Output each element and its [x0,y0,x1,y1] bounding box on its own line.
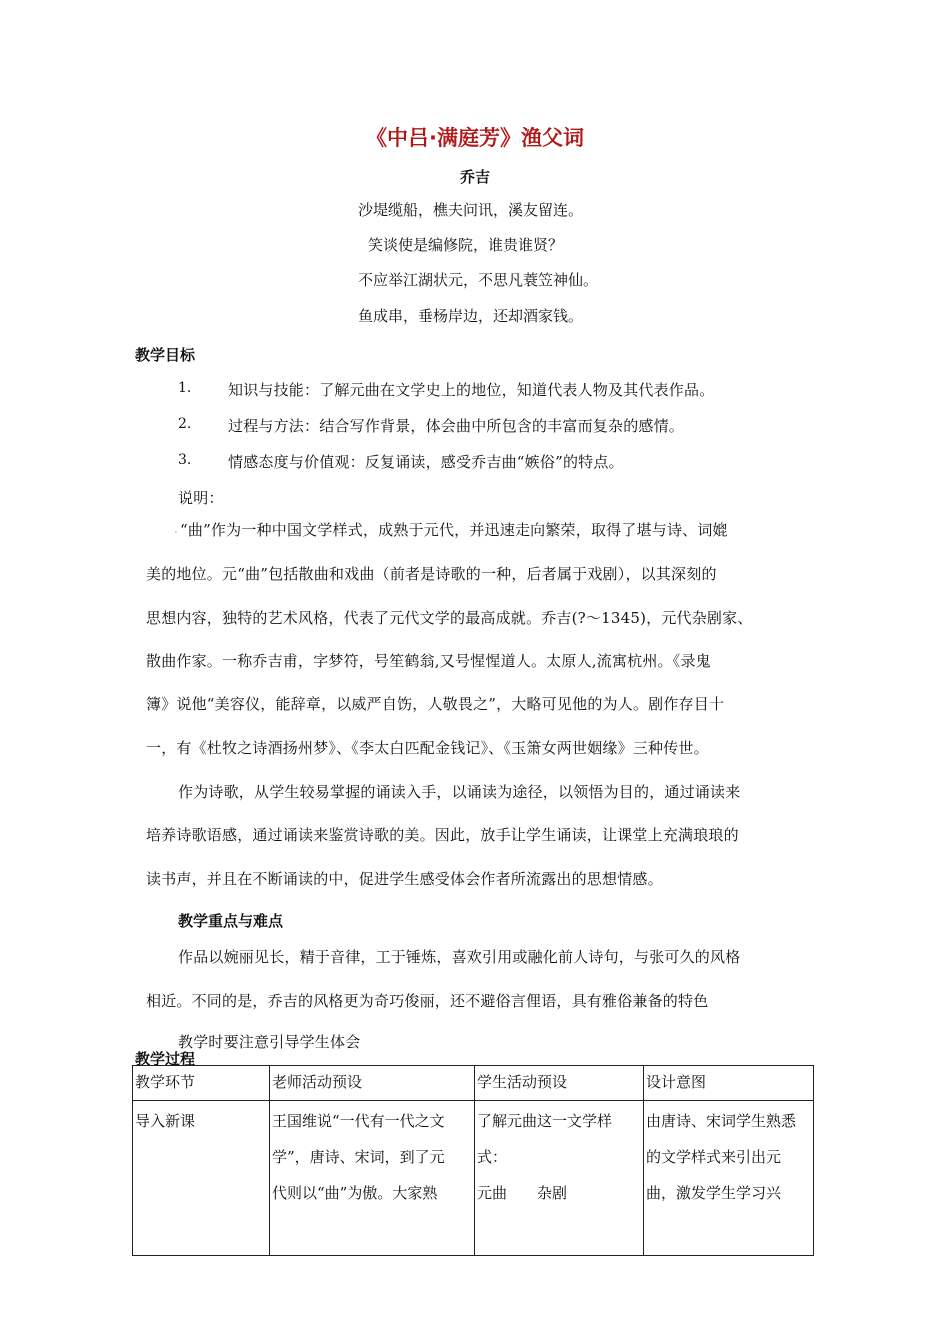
cell-intent [644,1101,814,1256]
process-heading: 教学过程 [135,1050,196,1068]
keypoints-line: 相近。不同的是，乔吉的风格更为奇巧俊丽，还不避俗言俚语，具有雅俗兼备的特色 [146,992,709,1010]
cell-teacher [270,1101,475,1256]
poem-line: 鱼成串，垂杨岸边，还却酒家钱。 [358,307,584,325]
poem-line: 不应举江湖状元，不思凡蓑笠神仙。 [358,271,599,289]
cell-text: 代则以“曲”为傲。大家熟 [272,1184,438,1202]
keypoints-note: 教学时要注意引导学生体会 [178,1033,361,1051]
keypoints-heading: 教学重点与难点 [178,912,284,930]
method-line: 培养诗歌语感，通过诵读来鉴赏诗歌的美。因此，放手让学生诵读，让课堂上充满琅琅的 [146,826,739,844]
explanation-line: 散曲作家。一称乔吉甫，字梦符，号笙鹤翁,又号惺惺道人。太原人,流寓杭州。《录鬼 [146,652,711,670]
method-line: 读书声，并且在不断诵读的中，促进学生感受体会作者所流露出的思想情感。 [146,870,663,888]
edit-mark: . [174,522,178,536]
goal-number: 2. [178,416,192,432]
poem-line: 笑谈使是编修院，谁贵谁贤？ [368,236,564,254]
cell-text: 学”，唐诗、宋词，到了元 [272,1148,445,1166]
cell-text: 元曲 杂剧 [477,1184,568,1202]
goal-text: 情感态度与价值观：反复诵读，感受乔吉曲“嫉俗”的特点。 [228,453,624,471]
method-line: 作为诗歌，从学生较易掌握的诵读入手，以诵读为途径，以领悟为目的，通过诵读来 [178,783,741,801]
goals-heading: 教学目标 [135,346,196,364]
cell-text: 的文学样式来引出元 [646,1148,782,1166]
author-name: 乔吉 [459,168,490,186]
header-teacher: 老师活动预设 [270,1066,475,1101]
header-intent: 设计意图 [644,1066,814,1101]
header-stage: 教学环节 [133,1066,270,1101]
explanation-line: 一，有《杜牧之诗酒扬州梦》、《李太白匹配金钱记》、《玉箫女两世姻缘》三种传世。 [146,739,709,757]
explanation-line: “曲”作为一种中国文学样式，成熟于元代，并迅速走向繁荣，取得了堪与诗、词媲 [180,521,728,539]
explanation-line: 美的地位。元“曲”包括散曲和戏曲（前者是诗歌的一种，后者属于戏剧），以其深刻的 [146,565,717,583]
cell-text: 由唐诗、宋词学生熟悉 [646,1112,797,1130]
table-header-row [133,1066,814,1101]
cell-text: 王国维说“一代有一代之文 [272,1112,445,1130]
cell-student [475,1101,644,1256]
cell-text: 了解元曲这一文学样 [477,1112,613,1130]
explanation-label: 说明： [178,489,224,507]
goal-number: 1. [178,380,192,396]
table-row [133,1101,814,1256]
cell-text: 导入新课 [135,1112,196,1130]
goal-number: 3. [178,452,192,468]
header-student: 学生活动预设 [475,1066,644,1101]
cell-stage [133,1101,270,1256]
document-title: 《中吕·满庭芳》渔父词 [366,126,584,150]
cell-text: 式： [477,1148,508,1166]
goal-text: 过程与方法：结合写作背景，体会曲中所包含的丰富而复杂的感情。 [228,417,685,435]
keypoints-line: 作品以婉丽见长，精于音律，工于锤炼，喜欢引用或融化前人诗句，与张可久的风格 [178,948,741,966]
teaching-process-table [132,1065,814,1256]
goal-text: 知识与技能：了解元曲在文学史上的地位，知道代表人物及其代表作品。 [228,381,715,399]
cell-text: 曲，激发学生学习兴 [646,1184,782,1202]
explanation-line: 簿》说他“美容仪，能辞章，以威严自饬，人敬畏之”，大略可见他的为人。剧作存目十 [146,695,725,713]
poem-line: 沙堤缆船，樵夫问讯，溪友留连。 [358,201,584,219]
explanation-line: 思想内容，独特的艺术风格，代表了元代文学的最高成就。乔吉(?～1345)，元代杂剧家、 [146,609,753,627]
